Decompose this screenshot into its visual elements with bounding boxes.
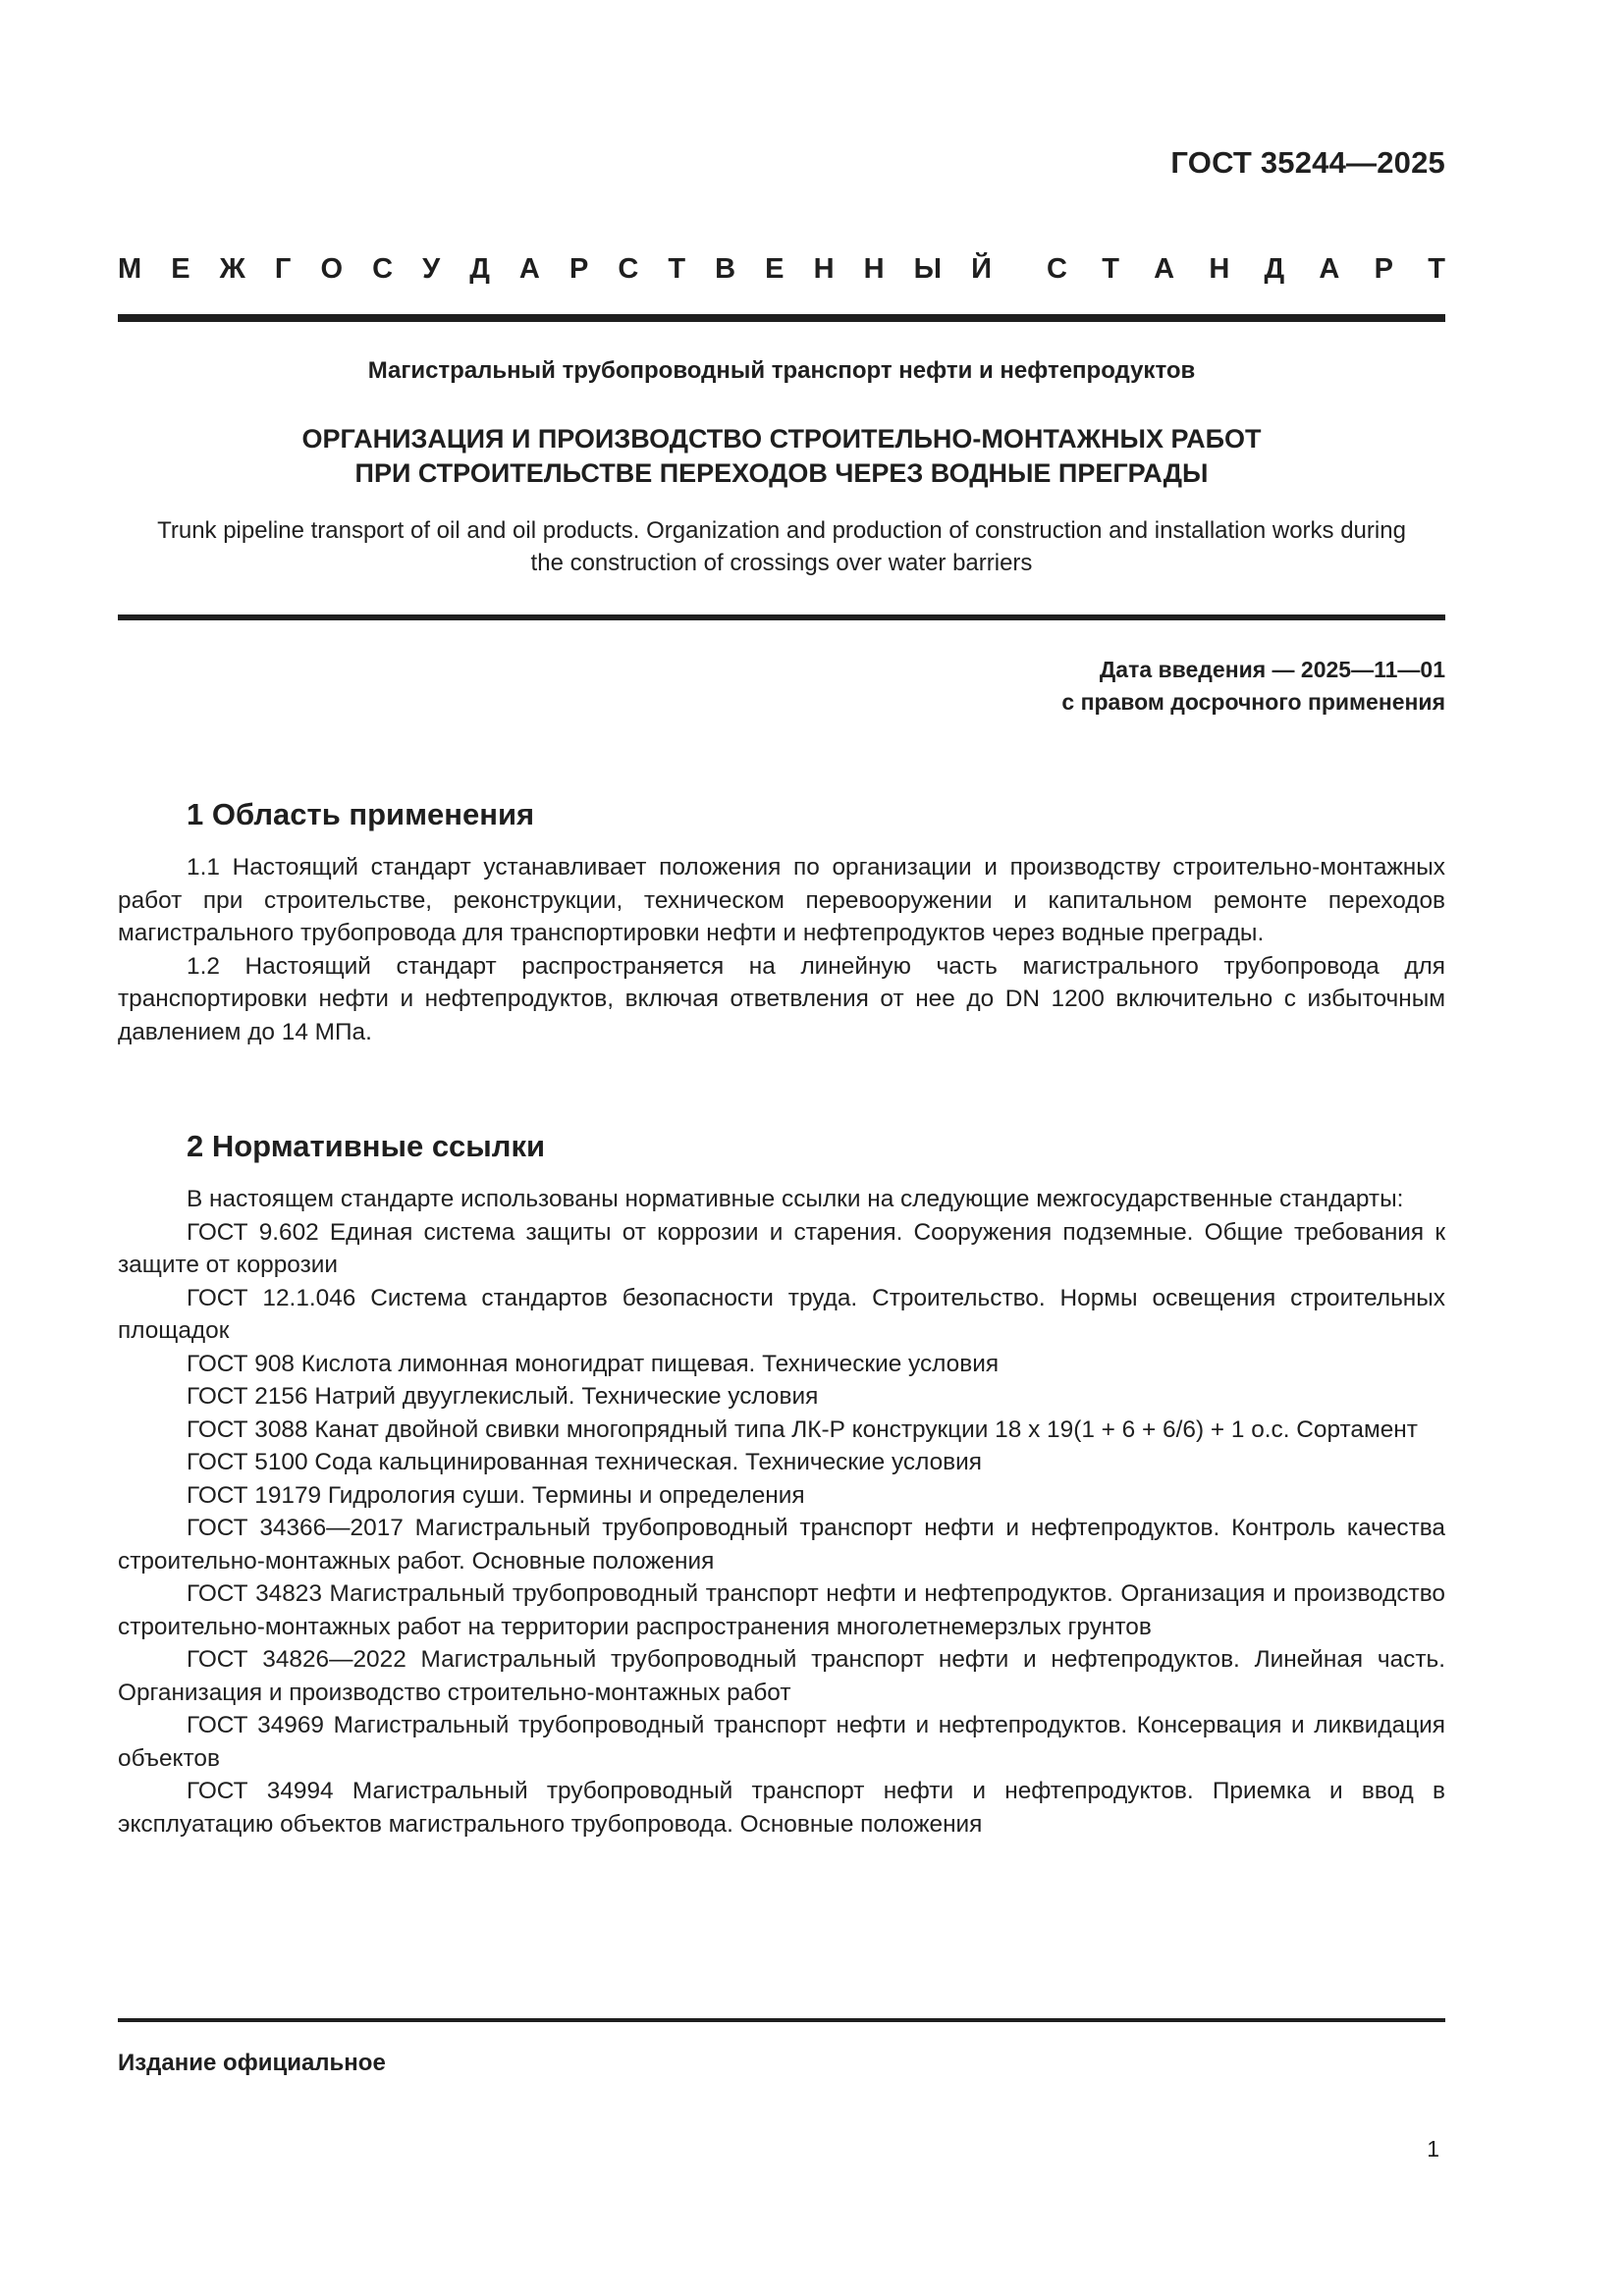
references-intro: В настоящем стандарте использованы нормативные ссылки на следующие межгосударственные стандарты: xyxy=(187,1186,1404,1212)
introduction-date: Дата введения — 2025—11—01 xyxy=(1099,657,1445,682)
banner-letter: Р xyxy=(1374,253,1393,285)
english-title-line-2: the construction of crossings over water barriers xyxy=(530,550,1033,576)
english-title-line-1: Trunk pipeline transport of oil and oil products. Organization and production of construction and installation works during xyxy=(157,517,1406,544)
paragraph-1-1: 1.1 Настоящий стандарт устанавливает положения по организации и производству строительно-монтажных работ при строительстве, реконструкции, техническом перевооружении и капитальном ремонте переходов магистрального трубопровода для транспортировки нефти и нефтепродуктов через водные преграды. xyxy=(118,854,1445,946)
banner-letter: Е xyxy=(171,253,190,285)
reference-item: ГОСТ 2156 Натрий двууглекислый. Технические условия xyxy=(187,1383,819,1410)
footer-divider xyxy=(118,2018,1445,2022)
reference-item: ГОСТ 3088 Канат двойной свивки многопрядный типа ЛК-Р конструкции 18 х 19(1 + 6 + 6/6) + 1 о.с. Сортамент xyxy=(187,1415,1418,1443)
banner-letter: А xyxy=(518,253,540,285)
banner-letter: У xyxy=(422,253,441,285)
official-edition-label: Издание официальное xyxy=(118,2050,386,2076)
reference-item: ГОСТ 34969 Магистральный трубопроводный транспорт нефти и нефтепродуктов. Консервация и ликвидация объектов xyxy=(118,1712,1445,1772)
section-scope xyxy=(118,797,1445,1048)
introduction-date-block xyxy=(1061,654,1445,719)
banner-letter: А xyxy=(1154,253,1175,285)
reference-item: ГОСТ 19179 Гидрология суши. Термины и определения xyxy=(187,1481,805,1509)
banner-letter: С xyxy=(618,253,639,285)
banner-letter: М xyxy=(118,253,142,285)
banner-letter: О xyxy=(320,253,343,285)
banner-letter: Т xyxy=(668,253,686,285)
banner-letter: Н xyxy=(1209,253,1230,285)
document-page xyxy=(118,0,1445,2296)
banner-letter: Р xyxy=(568,253,589,285)
banner-letter: Ы xyxy=(913,253,942,285)
banner-letter: А xyxy=(1319,253,1340,285)
document-title-line-2: ПРИ СТРОИТЕЛЬСТВЕ ПЕРЕХОДОВ ЧЕРЕЗ ВОДНЫЕ ПРЕГРАДЫ xyxy=(354,458,1209,488)
banner-letter: В xyxy=(715,253,736,285)
reference-item: ГОСТ 9.602 Единая система защиты от коррозии и старения. Сооружения подземные. Общие требования к защите от коррозии xyxy=(118,1218,1445,1278)
banner-letter: Н xyxy=(863,253,885,285)
banner-letter: Е xyxy=(765,253,785,285)
banner-letter: Й xyxy=(971,253,992,285)
banner-letter: С xyxy=(372,253,394,285)
document-subtitle: Магистральный трубопроводный транспорт нефти и нефтепродуктов xyxy=(367,357,1196,384)
reference-item: ГОСТ 34994 Магистральный трубопроводный транспорт нефти и нефтепродуктов. Приемка и ввод в эксплуатацию объектов магистрального трубопровода. Основные положения xyxy=(118,1778,1445,1838)
standard-type-banner xyxy=(118,253,1445,286)
banner-letter: Т xyxy=(1102,253,1119,285)
reference-item: ГОСТ 34826—2022 Магистральный трубопроводный транспорт нефти и нефтепродуктов. Линейная часть. Организация и производство строительно-монтажных работ xyxy=(118,1646,1445,1706)
page-number: 1 xyxy=(1427,2136,1439,2162)
paragraph-1-2: 1.2 Настоящий стандарт распространяется на линейную часть магистрального трубопровода для транспортировки нефти и нефтепродуктов, включая ответвления от нее до DN 1200 включительно с избыточным давлением до 14 МПа. xyxy=(118,952,1445,1045)
banner-letter: Т xyxy=(1428,253,1445,285)
standard-type-word-1 xyxy=(118,253,992,286)
reference-item: ГОСТ 5100 Сода кальцинированная техническая. Технические условия xyxy=(187,1449,982,1475)
section-heading: 2 Нормативные ссылки xyxy=(187,1129,546,1163)
reference-item: ГОСТ 34366—2017 Магистральный трубопроводный транспорт нефти и нефтепродуктов. Контроль качества строительно-монтажных работ. Основные положения xyxy=(118,1515,1445,1575)
early-application-note: с правом досрочного применения xyxy=(1061,689,1445,715)
banner-letter: Г xyxy=(274,253,292,285)
banner-letter: Ж xyxy=(219,253,245,285)
section-normative-references xyxy=(118,1129,1445,1841)
reference-item: ГОСТ 34823 Магистральный трубопроводный транспорт нефти и нефтепродуктов. Организация и производство строительно-монтажных работ на территории распространения многолетнемерзлых грунтов xyxy=(118,1580,1445,1640)
reference-item: ГОСТ 12.1.046 Система стандартов безопасности труда. Строительство. Нормы освещения строительных площадок xyxy=(118,1284,1445,1344)
banner-letter: Д xyxy=(469,253,490,285)
english-title xyxy=(118,514,1445,579)
section-heading: 1 Область применения xyxy=(187,797,535,831)
document-code: ГОСТ 35244—2025 xyxy=(1170,145,1445,180)
reference-item: ГОСТ 908 Кислота лимонная моногидрат пищевая. Технические условия xyxy=(187,1350,1000,1377)
document-title-line-1: ОРГАНИЗАЦИЯ И ПРОИЗВОДСТВО СТРОИТЕЛЬНО-МОНТАЖНЫХ РАБОТ xyxy=(301,424,1262,454)
title-divider xyxy=(118,614,1445,620)
banner-letter: Н xyxy=(813,253,835,285)
banner-letter: Д xyxy=(1264,253,1285,285)
top-divider xyxy=(118,314,1445,322)
document-title xyxy=(118,422,1445,491)
banner-letter: С xyxy=(1047,253,1067,285)
standard-type-word-2 xyxy=(1047,253,1445,286)
